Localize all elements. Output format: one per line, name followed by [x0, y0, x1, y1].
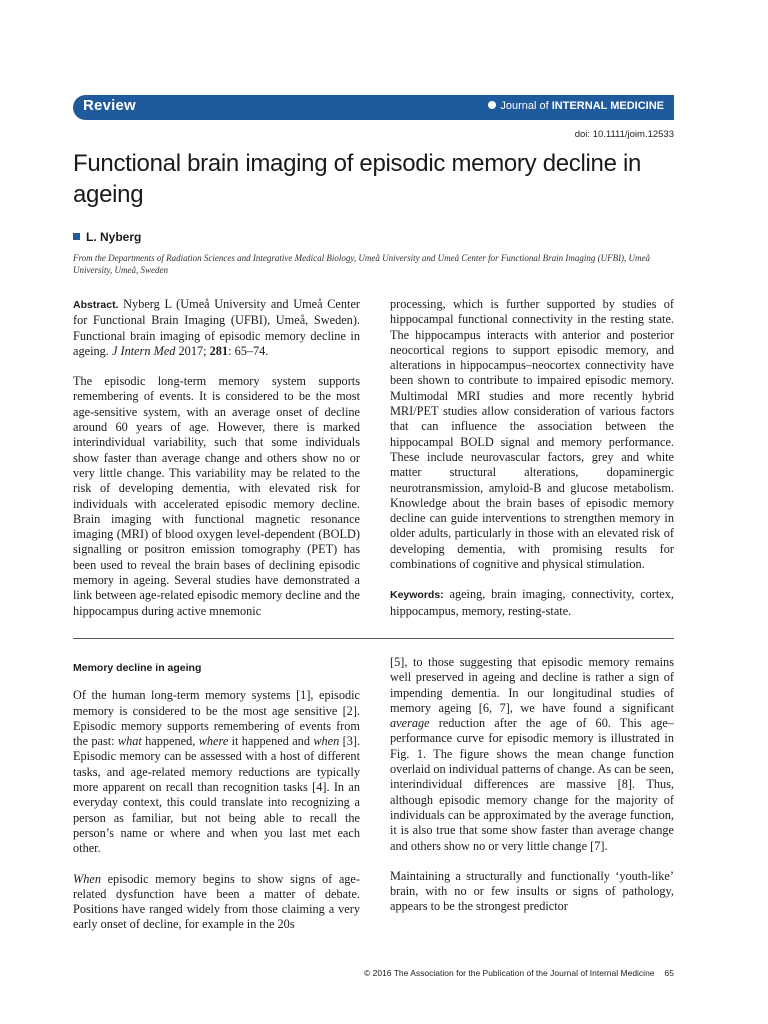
p1-text-a: Of the human long-term memory systems [1], episodic memory is considered to be the most age sensitive [2]. Episodic memory supports remembering of events from the past: — [73, 688, 360, 749]
keywords — [390, 587, 674, 619]
p1-what: what — [117, 734, 142, 749]
citation-journal: J Intern Med — [111, 343, 176, 358]
article-title: Functional brain imaging of episodic memory decline in ageing — [73, 150, 642, 208]
p3-text-a: [5], to those suggesting that episodic memory remains well preserved in ageing and decline is rather a sign of impending dementia. In our longitudinal studies of memory ageing [6, 7], we have found a significant — [390, 655, 674, 715]
author-name: L. Nyberg — [86, 230, 142, 244]
citation-pages: : 65–74. — [228, 343, 269, 358]
author-square-icon — [73, 233, 80, 240]
body-paragraph-2 — [73, 872, 360, 933]
body-paragraph-4: Maintaining a structurally and functionally ‘youth-like’ brain, with no or few insults or signs of pathology, appears to be the strongest predictor — [390, 868, 674, 914]
section-divider — [73, 638, 674, 639]
body-left-column — [73, 655, 360, 948]
author-line — [73, 230, 141, 244]
abstract-label: Abstract. — [73, 299, 119, 311]
page-footer — [364, 968, 674, 978]
abstract-paragraph-1: The episodic long-term memory system supports remembering of events. It is considered to be the most age-sensitive system, with an average onset of decline around 60 years of age. However, there is marked interindividual variability, such that some individuals show faster than average change and others show no or very little change. This variability may be related to the risk of developing dementia, with elevated risk for individuals with accelerated episodic memory decline. Brain imaging with functional magnetic resonance imaging (MRI) of blood oxygen level-dependent (BOLD) signalling or positron emission tomography (PET) has been used to reveal the brain bases of declining episodic memory in ageing. Several studies have demonstrated a link between age-related episodic memory decline and the hippocampus during active mnemonic — [73, 374, 360, 618]
keywords-text: ageing, brain imaging, connectivity, cortex, hippocampus, memory, resting-state. — [390, 587, 674, 618]
section-heading: Memory decline in ageing — [73, 662, 202, 674]
abstract-right-column — [390, 297, 674, 634]
affiliation: From the Departments of Radiation Sciences and Integrative Medical Biology, Umeå University and Umeå Center for Functional Brain Imaging (UFBI), Umeå University, Umeå, Sweden — [73, 253, 651, 275]
journal-name — [488, 100, 664, 112]
p1-text-d: [3]. Episodic memory can be assessed with a host of different tasks, and age-related memory reductions are typically more apparent on recall than recognition tasks [4]. In an everyday context, this could translate into recognizing a person as familiar, but not being able to recall the person’s name or where and when you last met each other. — [73, 734, 361, 856]
abstract-paragraph-2: processing, which is further supported by studies of hippocampal functional connectivity in the resting state. The hippocampus interacts with anterior and posterior neocortical regions to support episodic memory, and alterations in hippocampus–neocortex connectivity have been shown to contribute to impaired episodic memory. Multimodal MRI studies and more recently hybrid MRI/PET studies allow consideration of various factors that can influence the association between the hippocampal BOLD signal and memory performance. These include neurovascular factors, grey and white matter structural alterations, dopaminergic neurotransmission, amyloid-B and glucose metabolism. Knowledge about the brain bases of episodic memory decline can guide interventions to strengthen memory in older adults, particularly in those with an elevated risk of developing dementia, with promising results for combinations of cognitive and physical stimulation. — [390, 297, 674, 572]
p3-average: average — [390, 716, 430, 731]
footer-copyright: © 2016 The Association for the Publication of the Journal of Internal Medicine — [363, 968, 655, 978]
article-type-tag: Review — [83, 97, 136, 114]
p3-text-b: reduction after the age of 60. This age–performance curve for episodic memory is illustrated in Fig. 1. The figure shows the mean change function overlaid on individual patterns of change. As can be seen, interindividual differences are massive [8]. Thus, although episodic memory change for the majority of individuals can be approximated by the average function, it is also true that some show faster than average change and others show no or very little change [7]. — [390, 716, 674, 853]
keywords-label: Keywords: — [390, 589, 444, 602]
review-banner — [73, 95, 674, 120]
journal-title: INTERNAL MEDICINE — [551, 100, 664, 112]
p2-when: When — [73, 871, 101, 886]
citation-text: Nyberg L (Umeå University and Umeå Center for Functional Brain Imaging (UFBI), Umeå, Sweden). Functional brain imaging of episodic memory decline in ageing. — [73, 297, 361, 358]
citation-year: 2017; — [178, 343, 207, 358]
abstract-left-column — [73, 297, 360, 634]
doi: doi: 10.1111/joim.12533 — [574, 129, 674, 140]
page-number: 65 — [664, 968, 674, 978]
body-paragraph-3 — [390, 655, 674, 854]
p1-where: where — [198, 734, 229, 749]
journal-dot-icon — [488, 101, 496, 109]
journal-prefix: Journal of — [500, 100, 549, 112]
p2-text: episodic memory begins to show signs of age-related dysfunction have been a matter of debate. Positions have ranged widely from those claiming a very early onset of decline, for example in the 20s — [73, 871, 360, 932]
p1-text-b: happened, — [145, 734, 196, 749]
abstract-citation — [73, 297, 360, 359]
body-paragraph-1 — [73, 688, 360, 856]
citation-volume: 281 — [209, 343, 229, 358]
p1-when: when — [313, 734, 340, 749]
body-right-column — [390, 655, 674, 930]
p1-text-c: it happened and — [231, 734, 310, 749]
